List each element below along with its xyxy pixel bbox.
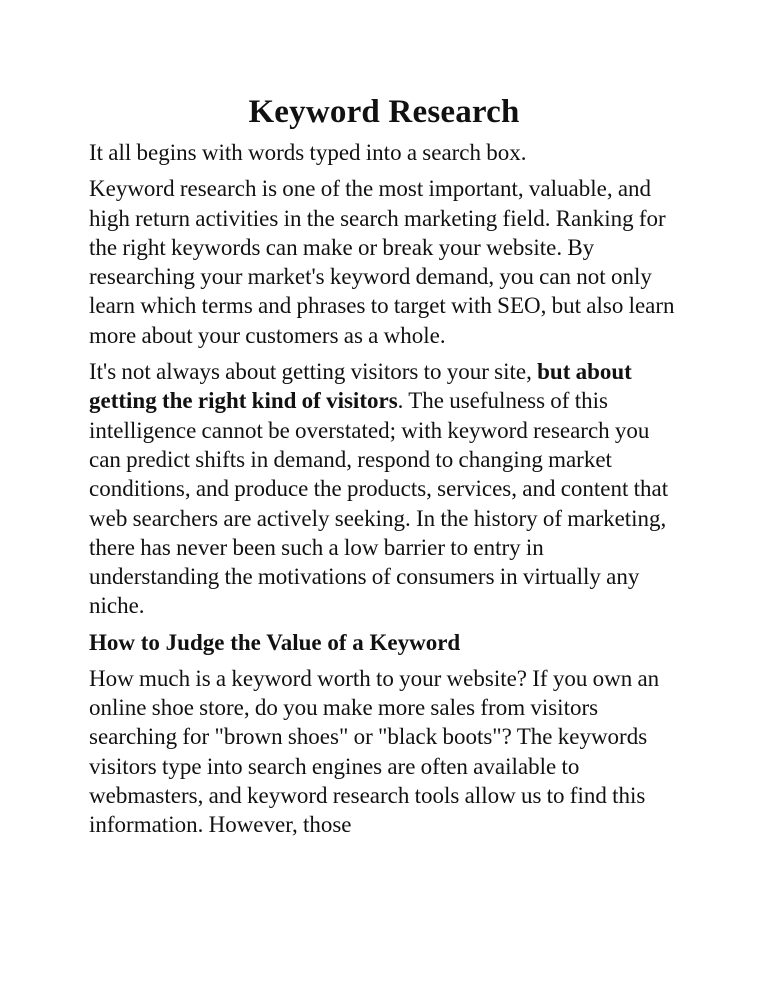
document-page xyxy=(89,92,679,847)
section-heading: How to Judge the Value of a Keyword xyxy=(89,629,461,655)
paragraph-text-before: It's not always about getting visitors to your site, xyxy=(89,359,538,385)
bold-emphasis: but about getting the right kind of visitors xyxy=(89,359,632,414)
paragraph-keyword-research: Keyword research is one of the most important, valuable, and high return activities in the search marketing field. Ranking for the right keywords can make or break your website. By researching your market's keyword demand, you can not only learn which terms and phrases to target with SEO, but also learn more about your customers as a whole. xyxy=(89,176,675,348)
page-title: Keyword Research xyxy=(248,94,520,130)
paragraph-keyword-value: How much is a keyword worth to your website? If you own an online shoe store, do you make more sales from visitors searching for "brown shoes" or "black boots"? The keywords visitors type into search engines are often available to webmasters, and keyword research tools allow us to find this information. However, those xyxy=(89,665,660,838)
intro-paragraph: It all begins with words typed into a search box. xyxy=(89,140,527,165)
paragraph-text-after: . The usefulness of this intelligence cannot be overstated; with keyword research you can predict shifts in demand, respond to changing market conditions, and produce the products, services, and content that web searchers are actively seeking. In the history of marketing, there has never been such a low barrier to entry in understanding the motivations of consumers in virtually any niche. xyxy=(89,388,669,619)
paragraph-right-visitors xyxy=(89,357,679,621)
